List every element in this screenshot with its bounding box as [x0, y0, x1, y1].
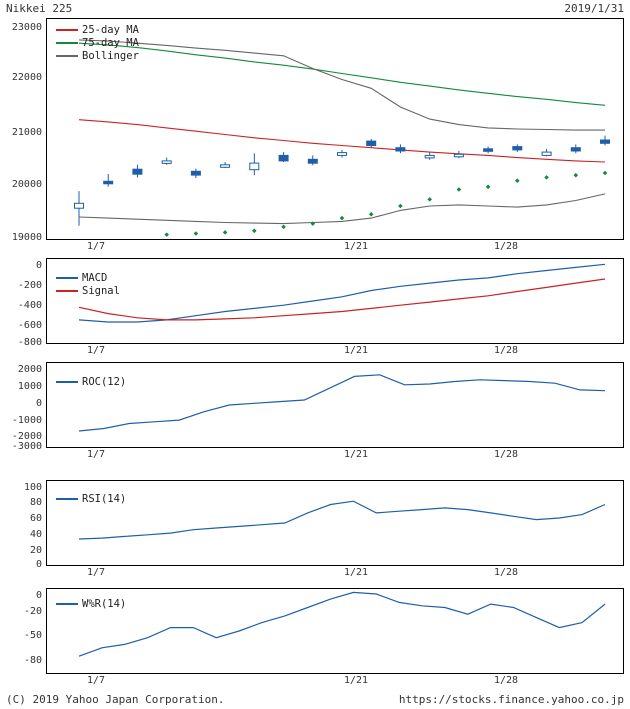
roc-plot [47, 363, 623, 447]
rsi-xtick-1: 1/7 [86, 567, 106, 578]
header [6, 2, 624, 16]
rsi-ytick-40: 40 [29, 529, 42, 540]
price-ytick-21000: 21000 [11, 127, 42, 138]
macd-ytick-0: 0 [35, 260, 42, 271]
legend-label-rsi: RSI(14) [82, 493, 127, 505]
macd-ytick-m800: -800 [17, 337, 42, 348]
legend-label-macd: MACD [82, 272, 108, 284]
legend-item-ma75 [56, 37, 139, 50]
wr-xtick-1: 1/7 [86, 675, 106, 686]
legend-label-roc: ROC(12) [82, 376, 127, 388]
rsi-plot [47, 481, 623, 565]
macd-chart-panel [46, 258, 624, 344]
legend-swatch-rsi [56, 498, 78, 500]
macd-ytick-m600: -600 [17, 320, 42, 331]
wr-chart-panel [46, 588, 624, 674]
legend-swatch-ma75 [56, 42, 78, 44]
wr-ytick-0: 0 [35, 590, 42, 601]
legend-item-rsi [56, 493, 126, 506]
price-ytick-20000: 20000 [11, 179, 42, 190]
wr-xtick-3: 1/28 [493, 675, 519, 686]
legend-item-bollinger [56, 50, 139, 63]
wr-plot [47, 589, 623, 673]
footer [6, 693, 624, 707]
macd-xtick-1: 1/7 [86, 345, 106, 356]
macd-ytick-m400: -400 [17, 300, 42, 311]
legend-swatch-signal [56, 290, 78, 292]
source-url: https://stocks.finance.yahoo.co.jp [398, 693, 624, 706]
wr-ytick-m20: -20 [23, 606, 42, 617]
price-legend [56, 24, 139, 63]
legend-swatch-macd [56, 277, 78, 279]
rsi-ytick-0: 0 [35, 559, 42, 570]
macd-legend [56, 272, 120, 298]
price-ytick-19000: 19000 [11, 232, 42, 243]
roc-ytick-2000: 2000 [17, 364, 42, 375]
wr-xtick-2: 1/21 [343, 675, 369, 686]
legend-item-ma25 [56, 24, 139, 37]
roc-ytick-m3000: -3000 [11, 441, 42, 452]
rsi-ytick-60: 60 [29, 513, 42, 524]
roc-ytick-1000: 1000 [17, 381, 42, 392]
rsi-ytick-80: 80 [29, 497, 42, 508]
copyright-text: (C) 2019 Yahoo Japan Corporation. [6, 693, 225, 706]
rsi-xtick-2: 1/21 [343, 567, 369, 578]
wr-ytick-m50: -50 [23, 630, 42, 641]
roc-legend [56, 376, 126, 389]
price-ytick-23000: 23000 [11, 22, 42, 33]
price-xtick-2: 1/21 [343, 241, 369, 252]
price-xtick-3: 1/28 [493, 241, 519, 252]
legend-label-bollinger: Bollinger [82, 50, 139, 62]
legend-label-ma75: 75-day MA [82, 37, 139, 49]
roc-chart-panel [46, 362, 624, 448]
legend-item-roc [56, 376, 126, 389]
roc-xtick-2: 1/21 [343, 449, 369, 460]
roc-xtick-3: 1/28 [493, 449, 519, 460]
legend-label-wr: W%R(14) [82, 598, 127, 610]
legend-swatch-ma25 [56, 29, 78, 31]
rsi-ytick-100: 100 [23, 482, 42, 493]
legend-swatch-bollinger [56, 55, 78, 57]
legend-item-wr [56, 598, 126, 611]
legend-item-macd [56, 272, 120, 285]
legend-label-signal: Signal [82, 285, 120, 297]
wr-ytick-m80: -80 [23, 655, 42, 666]
header-date: 2019/1/31 [564, 2, 624, 15]
rsi-chart-panel [46, 480, 624, 566]
legend-swatch-wr [56, 603, 78, 605]
macd-plot [47, 259, 623, 343]
price-ytick-22000: 22000 [11, 72, 42, 83]
wr-legend [56, 598, 126, 611]
legend-swatch-roc [56, 381, 78, 383]
macd-ytick-m200: -200 [17, 280, 42, 291]
rsi-ytick-20: 20 [29, 545, 42, 556]
rsi-legend [56, 493, 126, 506]
price-xtick-1: 1/7 [86, 241, 106, 252]
roc-xtick-1: 1/7 [86, 449, 106, 460]
roc-ytick-m1000: -1000 [11, 415, 42, 426]
macd-xtick-3: 1/28 [493, 345, 519, 356]
roc-ytick-0: 0 [35, 398, 42, 409]
rsi-xtick-3: 1/28 [493, 567, 519, 578]
roc-ytick-m2000: -2000 [11, 431, 42, 442]
legend-label-ma25: 25-day MA [82, 24, 139, 36]
legend-item-signal [56, 285, 120, 298]
macd-xtick-2: 1/21 [343, 345, 369, 356]
page-title: Nikkei 225 [6, 2, 73, 15]
